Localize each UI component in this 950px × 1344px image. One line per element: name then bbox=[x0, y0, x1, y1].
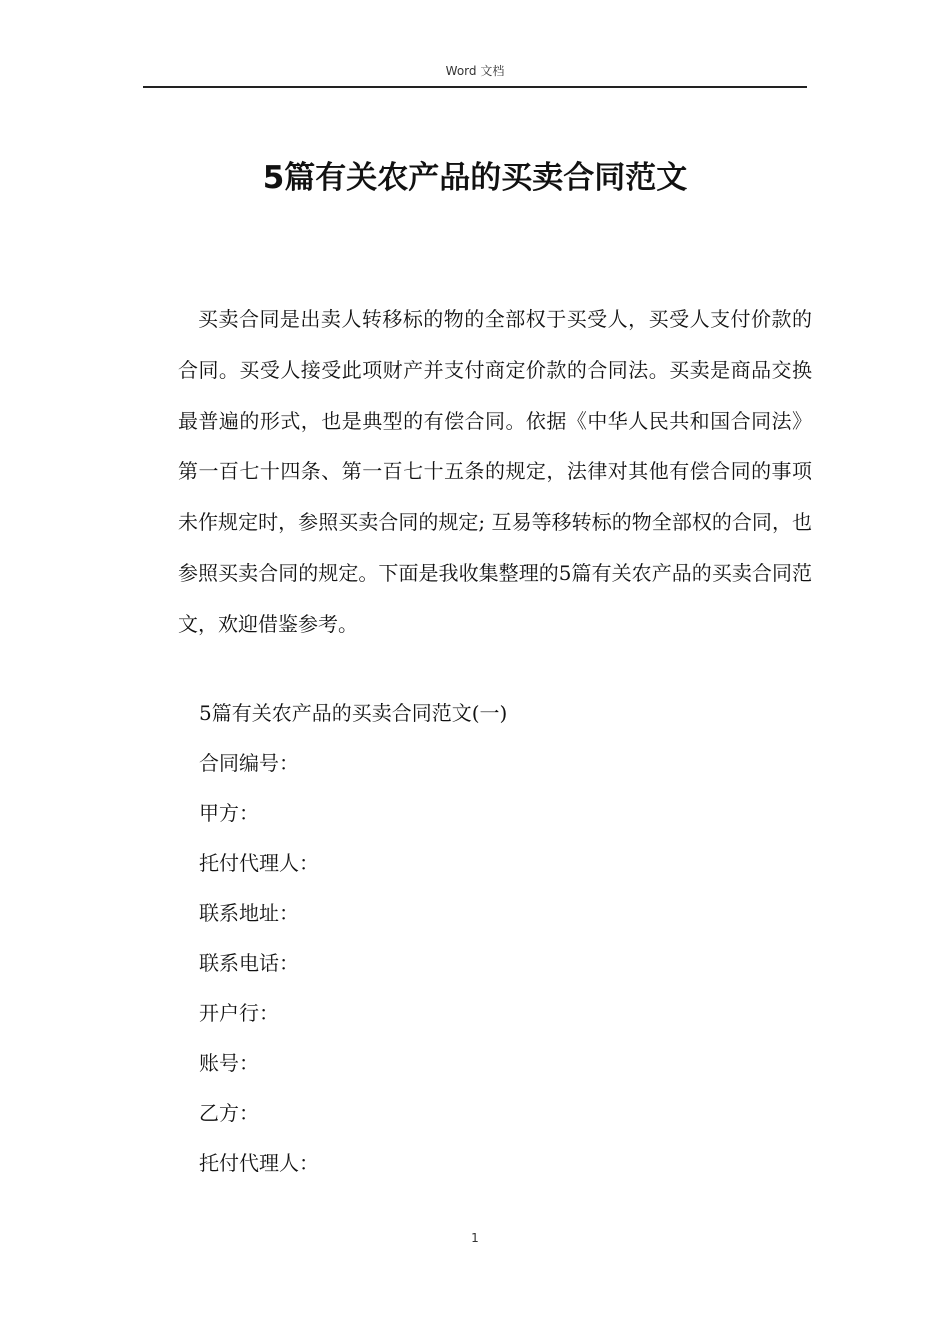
party-a-field: 甲方： bbox=[199, 801, 259, 825]
account-field: 账号： bbox=[199, 1051, 259, 1075]
page-header: Word 文档 bbox=[445, 64, 505, 78]
party-b-field: 乙方： bbox=[199, 1101, 259, 1125]
header-rule bbox=[143, 86, 807, 88]
contact-phone-field: 联系电话： bbox=[199, 951, 299, 975]
contract-number-field: 合同编号： bbox=[199, 751, 299, 775]
contact-address-field: 联系地址： bbox=[199, 901, 299, 925]
bank-field: 开户行： bbox=[199, 1001, 279, 1025]
document-title: 5篇有关农产品的买卖合同范文 bbox=[262, 160, 688, 196]
page-number: 1 bbox=[471, 1231, 479, 1245]
party-b-agent-field: 托付代理人： bbox=[199, 1151, 319, 1175]
contract-field-list bbox=[199, 688, 799, 1188]
party-a-agent-field: 托付代理人： bbox=[199, 851, 319, 875]
intro-paragraph: 买卖合同是出卖人转移标的物的全部权于买受人，买受人支付价款的合同。买受人接受此项财产并支付商定价款的合同法。买卖是商品交换最普遍的形式，也是典型的有偿合同。依据《中华人民共和国合同法》第一百七十四条、第一百七十五条的规定，法律对其他有偿合同的事项未作规定时，参照买卖合同的规定; 互易等移转标的物全部权的合同，也参照买卖合同的规定。下面是我收集整理的5篇有关农产品的买卖合同范文，欢迎借鉴参考。 bbox=[178, 307, 812, 636]
section-heading: 5篇有关农产品的买卖合同范文(一) bbox=[199, 701, 508, 725]
